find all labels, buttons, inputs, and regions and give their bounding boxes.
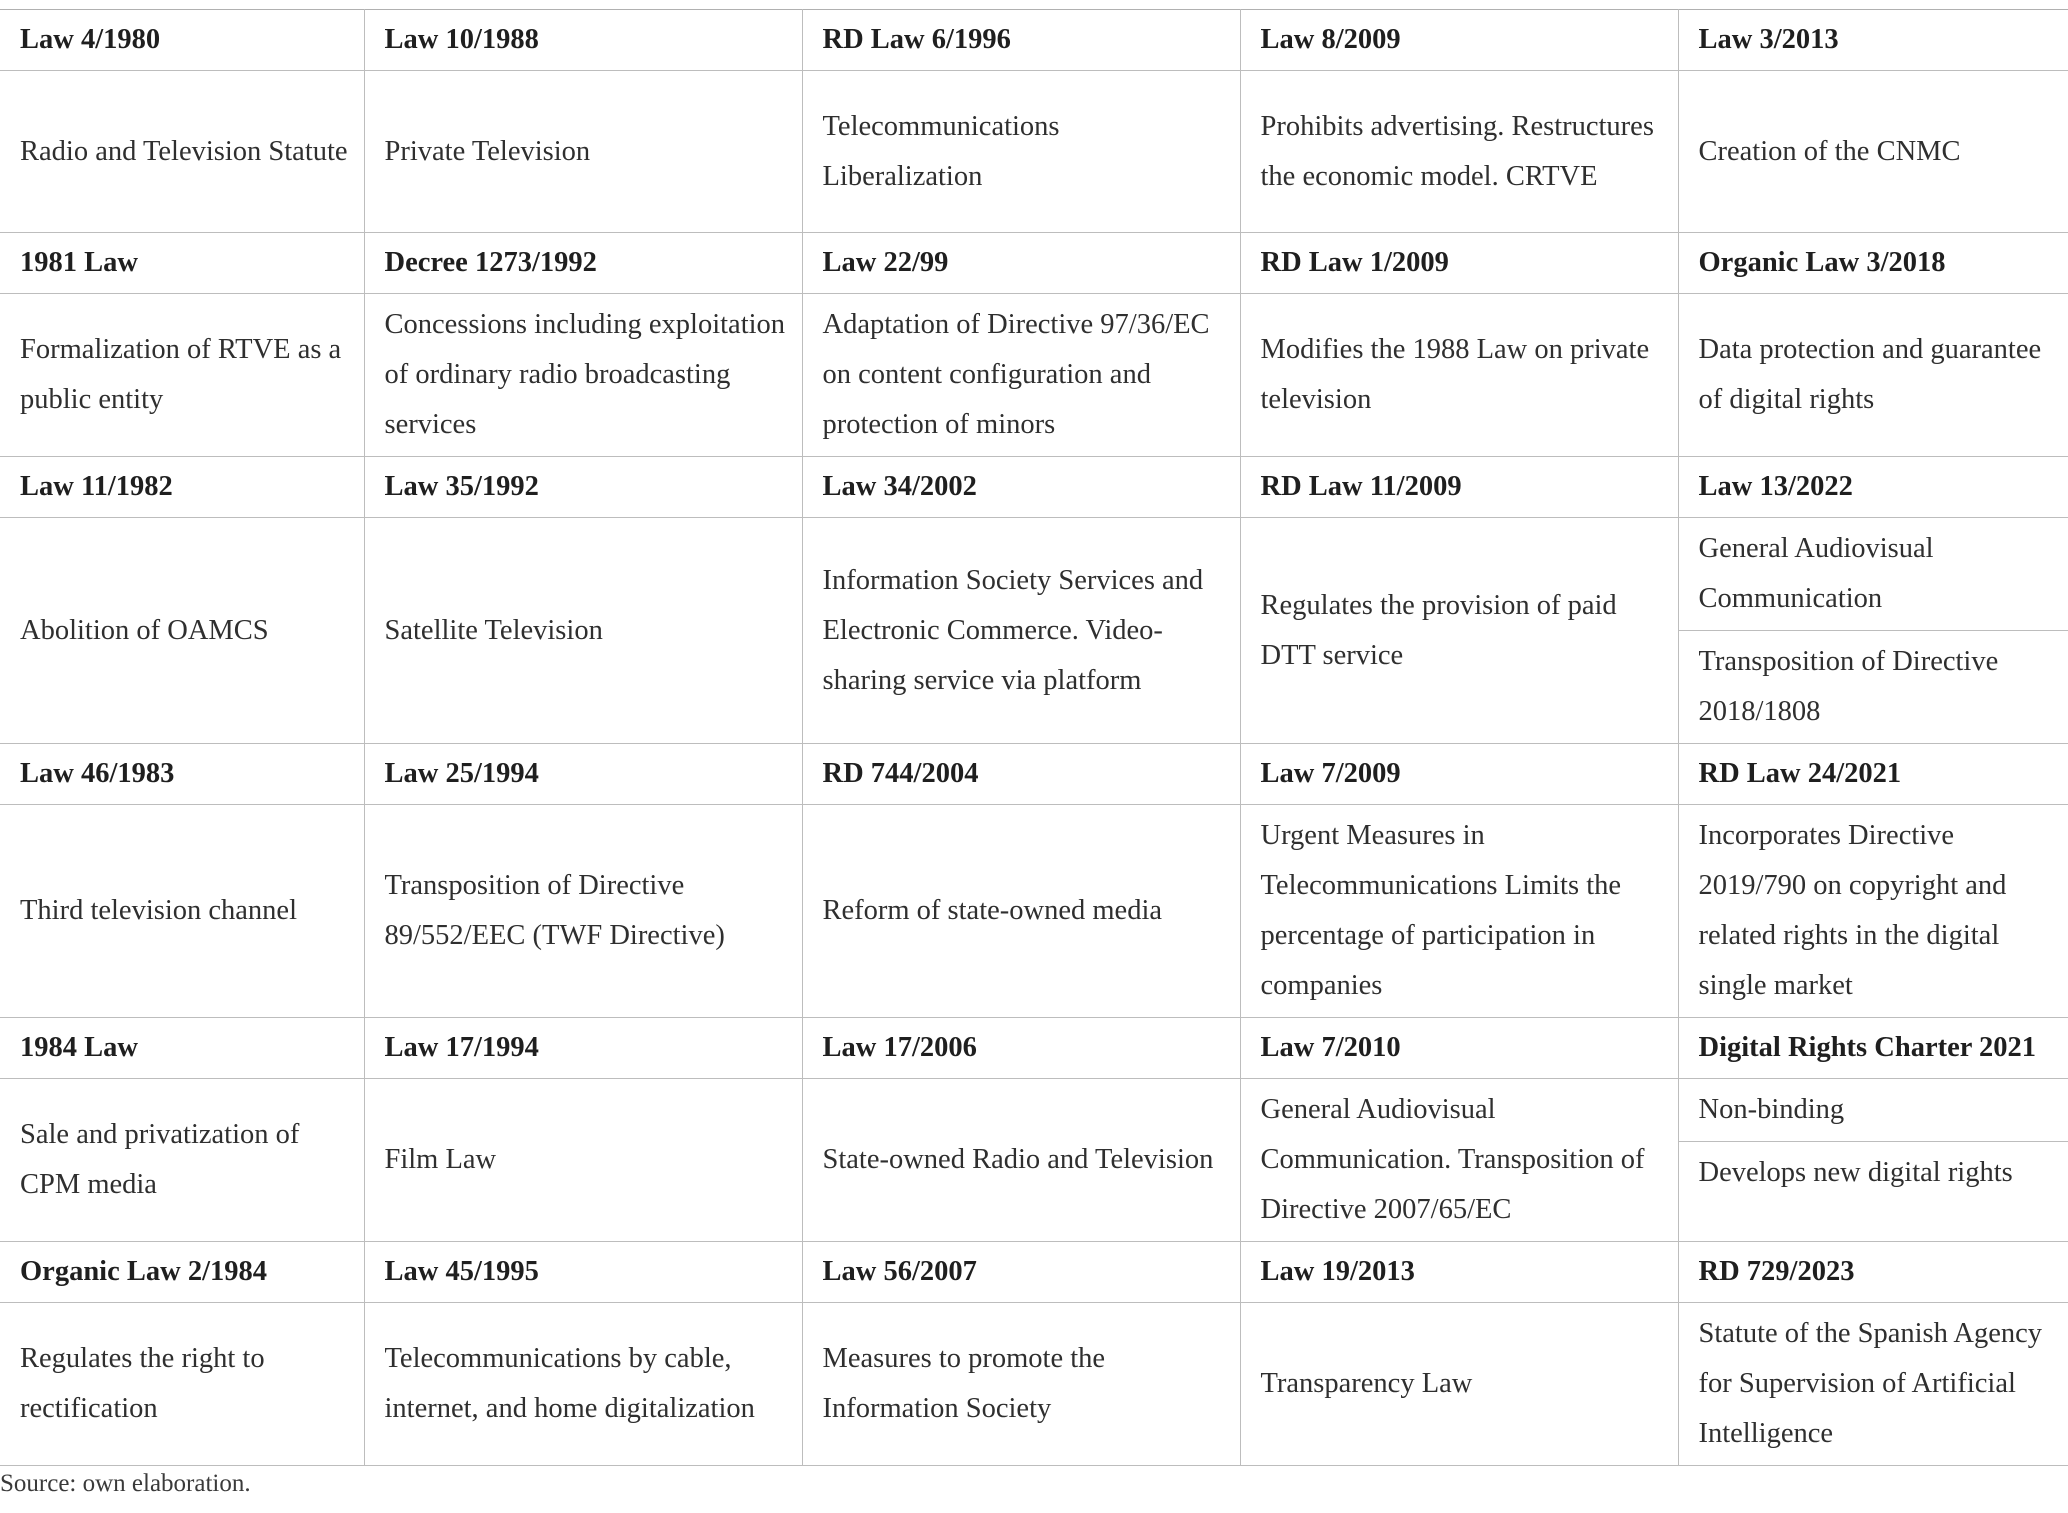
law-description: Concessions including exploitation of ordinary radio broadcasting services xyxy=(364,294,802,457)
law-description: State-owned Radio and Television xyxy=(802,1079,1240,1242)
law-title: Organic Law 2/1984 xyxy=(0,1242,364,1303)
law-title: Law 25/1994 xyxy=(364,744,802,805)
law-description: Statute of the Spanish Agency for Supervision of Artificial Intelligence xyxy=(1678,1303,2068,1466)
law-title: Law 45/1995 xyxy=(364,1242,802,1303)
law-title: 1984 Law xyxy=(0,1018,364,1079)
law-title: Law 56/2007 xyxy=(802,1242,1240,1303)
table-row-description-1 xyxy=(0,71,2068,233)
law-title: RD Law 11/2009 xyxy=(1240,457,1678,518)
table-row-description-2 xyxy=(0,294,2068,457)
law-description: Transposition of Directive 2018/1808 xyxy=(1678,631,2068,744)
law-title: Law 13/2022 xyxy=(1678,457,2068,518)
law-description: Film Law xyxy=(364,1079,802,1242)
law-title: Law 7/2009 xyxy=(1240,744,1678,805)
law-description: Adaptation of Directive 97/36/EC on content configuration and protection of minors xyxy=(802,294,1240,457)
law-title: Law 3/2013 xyxy=(1678,10,2068,71)
law-title: Law 11/1982 xyxy=(0,457,364,518)
law-title: Law 17/2006 xyxy=(802,1018,1240,1079)
law-title: RD Law 24/2021 xyxy=(1678,744,2068,805)
law-description: General Audiovisual Communication xyxy=(1678,518,2068,631)
law-description: Creation of the CNMC xyxy=(1678,71,2068,233)
law-title: Law 10/1988 xyxy=(364,10,802,71)
table-row-header-2 xyxy=(0,233,2068,294)
law-title: Law 22/99 xyxy=(802,233,1240,294)
law-title: RD Law 1/2009 xyxy=(1240,233,1678,294)
law-title: RD 729/2023 xyxy=(1678,1242,2068,1303)
law-title: Organic Law 3/2018 xyxy=(1678,233,2068,294)
law-description: Information Society Services and Electronic Commerce. Video-sharing service via platform xyxy=(802,518,1240,744)
spanish-media-laws-table xyxy=(0,9,2068,1466)
law-description: Third television channel xyxy=(0,805,364,1018)
law-description: Telecommunications Liberalization xyxy=(802,71,1240,233)
law-description: Prohibits advertising. Restructures the economic model. CRTVE xyxy=(1240,71,1678,233)
law-description: Incorporates Directive 2019/790 on copyright and related rights in the digital single market xyxy=(1678,805,2068,1018)
table-row-description-6 xyxy=(0,1303,2068,1466)
law-description: Transposition of Directive 89/552/EEC (TWF Directive) xyxy=(364,805,802,1018)
law-description: Measures to promote the Information Society xyxy=(802,1303,1240,1466)
law-title: Law 34/2002 xyxy=(802,457,1240,518)
law-title: RD Law 6/1996 xyxy=(802,10,1240,71)
law-description: Sale and privatization of CPM media xyxy=(0,1079,364,1242)
law-description: Formalization of RTVE as a public entity xyxy=(0,294,364,457)
table-row-description-3a xyxy=(0,518,2068,631)
table-row-description-5a xyxy=(0,1079,2068,1142)
law-description: Abolition of OAMCS xyxy=(0,518,364,744)
law-description: Transparency Law xyxy=(1240,1303,1678,1466)
law-description: Telecommunications by cable, internet, and home digitalization xyxy=(364,1303,802,1466)
table-row-header-4 xyxy=(0,744,2068,805)
law-description: Regulates the provision of paid DTT service xyxy=(1240,518,1678,744)
law-description: Data protection and guarantee of digital rights xyxy=(1678,294,2068,457)
table-row-description-4 xyxy=(0,805,2068,1018)
law-title: 1981 Law xyxy=(0,233,364,294)
law-title: Law 7/2010 xyxy=(1240,1018,1678,1079)
law-title: Digital Rights Charter 2021 xyxy=(1678,1018,2068,1079)
law-description: Satellite Television xyxy=(364,518,802,744)
law-title: Law 17/1994 xyxy=(364,1018,802,1079)
law-description: Reform of state-owned media xyxy=(802,805,1240,1018)
law-title: Law 8/2009 xyxy=(1240,10,1678,71)
law-table-container xyxy=(0,9,2068,1466)
law-description: General Audiovisual Communication. Transposition of Directive 2007/65/EC xyxy=(1240,1079,1678,1242)
law-title: Law 46/1983 xyxy=(0,744,364,805)
law-description: Urgent Measures in Telecommunications Limits the percentage of participation in companies xyxy=(1240,805,1678,1018)
law-description: Develops new digital rights xyxy=(1678,1142,2068,1242)
law-title: Law 19/2013 xyxy=(1240,1242,1678,1303)
law-description: Private Television xyxy=(364,71,802,233)
law-description: Modifies the 1988 Law on private television xyxy=(1240,294,1678,457)
table-row-header-5 xyxy=(0,1018,2068,1079)
law-description: Non-binding xyxy=(1678,1079,2068,1142)
law-description: Radio and Television Statute xyxy=(0,71,364,233)
law-description: Regulates the right to rectification xyxy=(0,1303,364,1466)
table-row-header-1 xyxy=(0,10,2068,71)
law-title: RD 744/2004 xyxy=(802,744,1240,805)
law-title: Law 4/1980 xyxy=(0,10,364,71)
table-row-header-6 xyxy=(0,1242,2068,1303)
table-row-header-3 xyxy=(0,457,2068,518)
law-title: Decree 1273/1992 xyxy=(364,233,802,294)
law-title: Law 35/1992 xyxy=(364,457,802,518)
source-note: Source: own elaboration. xyxy=(0,1470,251,1497)
